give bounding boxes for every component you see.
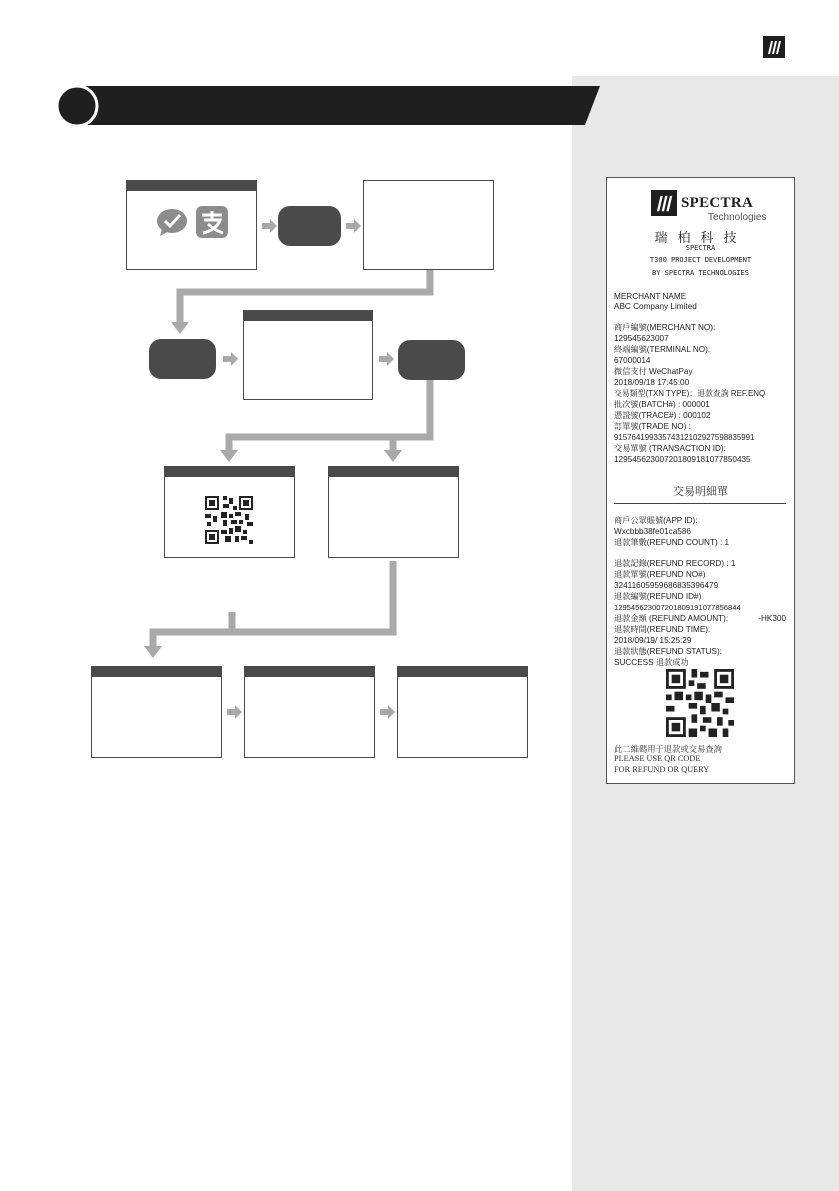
receipt-line: 退款狀態(REFUND STATUS): (614, 647, 722, 656)
screen-result (328, 466, 459, 558)
refund-amount: -HK300 (758, 614, 786, 623)
receipt-header-line: T300 PROJECT DEVELOPMENT (649, 256, 752, 264)
receipt-line: 退款編號(REFUND ID#) (614, 592, 702, 601)
spectra-logo-icon (763, 36, 785, 58)
spectra-logo-icon (651, 190, 677, 216)
screen-step-b (244, 666, 375, 758)
wechat-pay-icon (156, 207, 190, 237)
receipt-line: 退款時間(REFUND TIME): (614, 625, 711, 634)
receipt-line: 2018/09/19/ 15:25:29 (614, 636, 692, 645)
receipt-brand-sub: Technologies (708, 212, 767, 223)
receipt-line: 退款金額 (REFUND AMOUNT): (614, 614, 729, 623)
receipt-footer-line: FOR REFUND OR QUERY (614, 765, 710, 774)
receipt-line: 129545623007 (614, 334, 669, 343)
receipt-line: 商戶編號(MERCHANT NO): (614, 323, 716, 332)
receipt-line: 商戶公眾賬號(APP ID): (614, 516, 698, 525)
receipt-line: 微信支付 WeChatPay (614, 367, 693, 376)
receipt-line: 退款單號(REFUND NO#) (614, 570, 706, 579)
flow-step-pill (278, 206, 341, 246)
receipt-line: 交易類型(TXN TYPE)：退款查詢 REF.ENQ (614, 389, 766, 398)
screen-step-a (91, 666, 222, 758)
flow-step-pill (398, 340, 465, 380)
receipt-line: 915764199335743121029275988359​91 (614, 433, 755, 442)
sample-receipt (606, 177, 795, 784)
alipay-icon (196, 206, 228, 238)
receipt-brand: SPECTRA (681, 195, 754, 211)
receipt-footer-line: 此二維碼用于退款或交易查詢 (614, 745, 722, 754)
merchant-label: MERCHANT NAME (614, 292, 687, 301)
flow-step-pill (149, 339, 216, 379)
receipt-line: 退款筆數(REFUND COUNT) : 1 (614, 538, 730, 547)
receipt-line: Wxcbbb38fe01ca586 (614, 527, 691, 536)
receipt-line: 批次號(BATCH#) : 000001 (614, 400, 710, 409)
receipt-line: 3241160595968683539647​9 (614, 581, 719, 590)
qr-code-icon (205, 496, 253, 544)
receipt-header-line: SPECTRA (685, 244, 716, 252)
receipt-line: 退款記錄(REFUND RECORD) : 1 (614, 559, 736, 568)
receipt-line: 2018/09/18 17:45:00 (614, 378, 690, 387)
receipt-line: 訂單號(TRADE NO) : (614, 422, 691, 431)
receipt-line: 67000014 (614, 356, 651, 365)
receipt-header-line: BY SPECTRA TECHNOLOGIES (652, 269, 749, 277)
screen-payment-methods (126, 180, 257, 270)
receipt-line: 12954562300720180919107785684​4 (614, 603, 741, 612)
receipt-footer-line: PLEASE USE QR CODE (614, 754, 701, 763)
merchant-name: ABC Company Limited (614, 302, 697, 311)
receipt-line: SUCCESS 退款成功 (614, 658, 689, 667)
screen-process (243, 310, 373, 400)
receipt-line: 憑證號(TRACE#) : 000102 (614, 411, 711, 420)
receipt-line: 129545623007201809181077850435 (614, 455, 751, 464)
receipt-detail-title: 交易明細單 (673, 485, 728, 498)
receipt-brand-cn: 瑞柏科技 (654, 231, 747, 246)
receipt-line: 終端編號(TERMINAL NO): (614, 345, 711, 354)
receipt-qr-code-icon (666, 669, 734, 737)
receipt-divider (614, 503, 786, 504)
screen-blank (363, 180, 494, 270)
screen-qr-code (164, 466, 295, 558)
screen-step-c (397, 666, 528, 758)
receipt-line: 交易單號 (TRANSACTION ID): (614, 444, 726, 453)
